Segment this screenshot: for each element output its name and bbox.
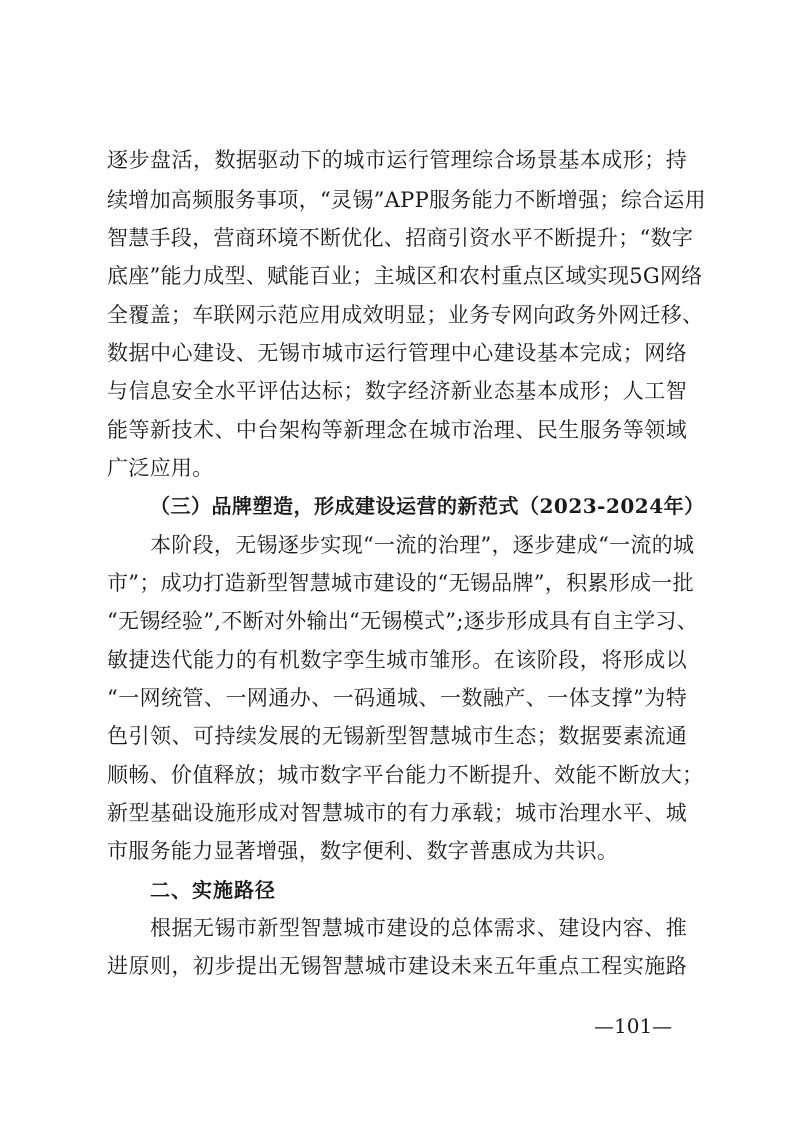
section-heading: 二、实施路径 (150, 878, 276, 902)
paragraph1-line-9: 广泛应用。 (107, 456, 214, 480)
paragraph2-line-4: 敏捷迭代能力的有机数字孪生城市雏形。在该阶段，将形成以 (107, 648, 687, 672)
paragraph1-line-2: 续增加高频服务事项，“灵锡”APP服务能力不断增强；综合运用 (107, 188, 706, 212)
paragraph3-line-2: 进原则，初步提出无锡智慧城市建设未来五年重点工程实施路 (107, 954, 687, 978)
paragraph2-line-9: 市服务能力显著增强，数字便利、数字普惠成为共识。 (107, 839, 619, 863)
paragraph1-line-3: 智慧手段，营商环境不断优化、招商引资水平不断提升；“数字 (107, 226, 694, 250)
paragraph1-line-5: 全覆盖；车联网示范应用成效明显；业务专网向政务外网迁移、 (107, 303, 704, 327)
section-3-heading: （三）品牌塑造，形成建设运营的新范式（2023-2024年） (150, 494, 705, 518)
paragraph1-line-6: 数据中心建设、无锡市城市运行管理中心建设基本完成；网络 (107, 341, 687, 365)
paragraph2-line-6: 色引领、可持续发展的无锡新型智慧城市生态；数据要素流通 (107, 724, 687, 748)
paragraph2-line-1: 本阶段，无锡逐步实现“一流的治理”，逐步建成“一流的城 (150, 533, 695, 557)
paragraph2-line-7: 顺畅、价值释放；城市数字平台能力不断提升、效能不断放大； (107, 763, 704, 787)
page-number: —101— (594, 1014, 673, 1038)
paragraph1-line-8: 能等新技术、中台架构等新理念在城市治理、民生服务等领域 (107, 418, 687, 442)
paragraph2-line-2: 市”；成功打造新型智慧城市建设的“无锡品牌”，积累形成一批 (107, 571, 694, 595)
paragraph3-line-1: 根据无锡市新型智慧城市建设的总体需求、建设内容、推 (150, 916, 687, 940)
paragraph1-line-4: 底座”能力成型、赋能百业；主城区和农村重点区域实现5G网络 (107, 264, 703, 288)
paragraph2-line-3: “无锡经验”,不断对外输出“无锡模式”;逐步形成具有自主学习、 (107, 609, 698, 633)
paragraph2-line-8: 新型基础设施形成对智慧城市的有力承载；城市治理水平、城 (107, 801, 687, 825)
paragraph1-line-1: 逐步盘活，数据驱动下的城市运行管理综合场景基本成形；持 (107, 148, 687, 172)
paragraph2-line-5: “一网统管、一网通办、一码通城、一数融产、一体支撑”为特 (107, 686, 687, 710)
paragraph1-line-7: 与信息安全水平评估达标；数字经济新业态基本成形；人工智 (107, 379, 687, 403)
